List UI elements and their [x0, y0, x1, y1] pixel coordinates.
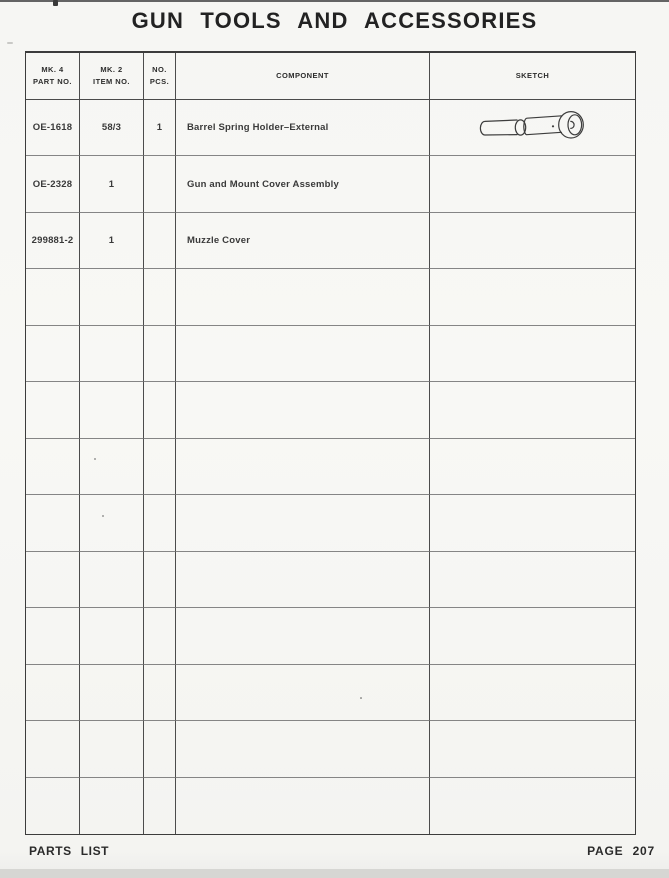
component-value: Muzzle Cover [187, 235, 251, 247]
table-cell-empty [80, 269, 144, 325]
table-cell-empty [144, 439, 176, 495]
table-cell-empty [80, 382, 144, 438]
column-header-mk4-part-no [26, 53, 80, 100]
part-no-value: 299881-2 [31, 235, 74, 247]
table-cell-empty [430, 382, 635, 438]
table-cell-item-no [80, 213, 144, 269]
header-line: COMPONENT [276, 71, 329, 81]
part-no-value: OE-2328 [32, 178, 73, 190]
table-cell-item-no [80, 100, 144, 156]
scan-speck [7, 42, 13, 44]
column-header-sketch [430, 53, 635, 100]
table-cell-pcs [144, 100, 176, 156]
parts-table [25, 51, 636, 835]
table-cell-empty [430, 721, 635, 777]
item-no-value: 1 [108, 235, 115, 247]
footer-parts-list-label: PARTS LIST [29, 844, 110, 858]
component-value: Barrel Spring Holder–External [187, 122, 329, 134]
table-cell-empty [144, 552, 176, 608]
table-cell-empty [430, 608, 635, 664]
table-cell-empty [144, 269, 176, 325]
table-cell-part-no [26, 100, 80, 156]
table-cell-sketch [430, 213, 635, 269]
table-cell-empty [80, 439, 144, 495]
table-cell-empty [176, 721, 430, 777]
table-cell-empty [26, 778, 80, 834]
table-cell-empty [176, 552, 430, 608]
column-header-component [176, 53, 430, 100]
table-cell-component [176, 213, 430, 269]
table-cell-empty [144, 721, 176, 777]
table-cell-empty [26, 552, 80, 608]
scan-speck [102, 515, 104, 517]
barrel-spring-holder-sketch-icon [430, 100, 635, 155]
table-cell-empty [144, 326, 176, 382]
scan-speck [94, 458, 96, 460]
table-cell-empty [80, 778, 144, 834]
table-cell-part-no [26, 156, 80, 212]
scan-top-edge [0, 0, 669, 2]
table-cell-empty [176, 439, 430, 495]
table-cell-empty [80, 608, 144, 664]
table-cell-empty [80, 665, 144, 721]
table-cell-empty [430, 495, 635, 551]
table-cell-empty [144, 608, 176, 664]
table-cell-empty [26, 326, 80, 382]
table-cell-empty [430, 778, 635, 834]
table-cell-empty [176, 778, 430, 834]
table-cell-item-no [80, 156, 144, 212]
header-line: PCS. [149, 77, 170, 86]
table-cell-component [176, 100, 430, 156]
header-line: MK. 2 [100, 65, 123, 75]
table-cell-part-no [26, 213, 80, 269]
table-cell-empty [144, 382, 176, 438]
pcs-value: 1 [156, 122, 163, 134]
table-cell-empty [26, 382, 80, 438]
table-cell-empty [80, 495, 144, 551]
header-line: SKETCH [515, 71, 550, 81]
item-no-value: 58/3 [101, 122, 122, 134]
table-cell-empty [176, 665, 430, 721]
table-cell-empty [144, 778, 176, 834]
table-cell-empty [430, 665, 635, 721]
column-header-no-pcs [144, 53, 176, 100]
table-cell-empty [26, 495, 80, 551]
header-line: PART NO. [33, 77, 72, 86]
table-cell-empty [176, 269, 430, 325]
registration-mark [53, 0, 58, 6]
table-cell-empty [80, 326, 144, 382]
table-cell-empty [176, 326, 430, 382]
header-line: NO. [152, 65, 167, 75]
table-cell-empty [144, 665, 176, 721]
header-line: ITEM NO. [93, 77, 130, 86]
table-cell-component [176, 156, 430, 212]
table-cell-empty [430, 439, 635, 495]
table-cell-sketch [430, 156, 635, 212]
page-title: GUN TOOLS AND ACCESSORIES [131, 8, 538, 33]
table-cell-pcs [144, 213, 176, 269]
table-cell-empty [430, 326, 635, 382]
component-value: Gun and Mount Cover Assembly [187, 178, 339, 190]
footer-page-number: PAGE 207 [587, 844, 655, 858]
part-no-value: OE-1618 [32, 122, 73, 134]
item-no-value: 1 [108, 178, 115, 190]
table-cell-empty [430, 552, 635, 608]
table-cell-empty [80, 721, 144, 777]
header-line: MK. 4 [41, 65, 64, 75]
column-header-mk2-item-no [80, 53, 144, 100]
table-cell-empty [26, 269, 80, 325]
table-cell-pcs [144, 156, 176, 212]
table-cell-empty [176, 608, 430, 664]
table-cell-empty [430, 269, 635, 325]
table-cell-empty [176, 382, 430, 438]
table-cell-sketch [430, 100, 635, 156]
table-cell-empty [144, 495, 176, 551]
scan-speck [360, 697, 362, 699]
table-cell-empty [26, 721, 80, 777]
table-cell-empty [80, 552, 144, 608]
scan-bottom-edge [0, 869, 669, 878]
table-cell-empty [26, 439, 80, 495]
table-cell-empty [26, 608, 80, 664]
table-cell-empty [176, 495, 430, 551]
table-cell-empty [26, 665, 80, 721]
